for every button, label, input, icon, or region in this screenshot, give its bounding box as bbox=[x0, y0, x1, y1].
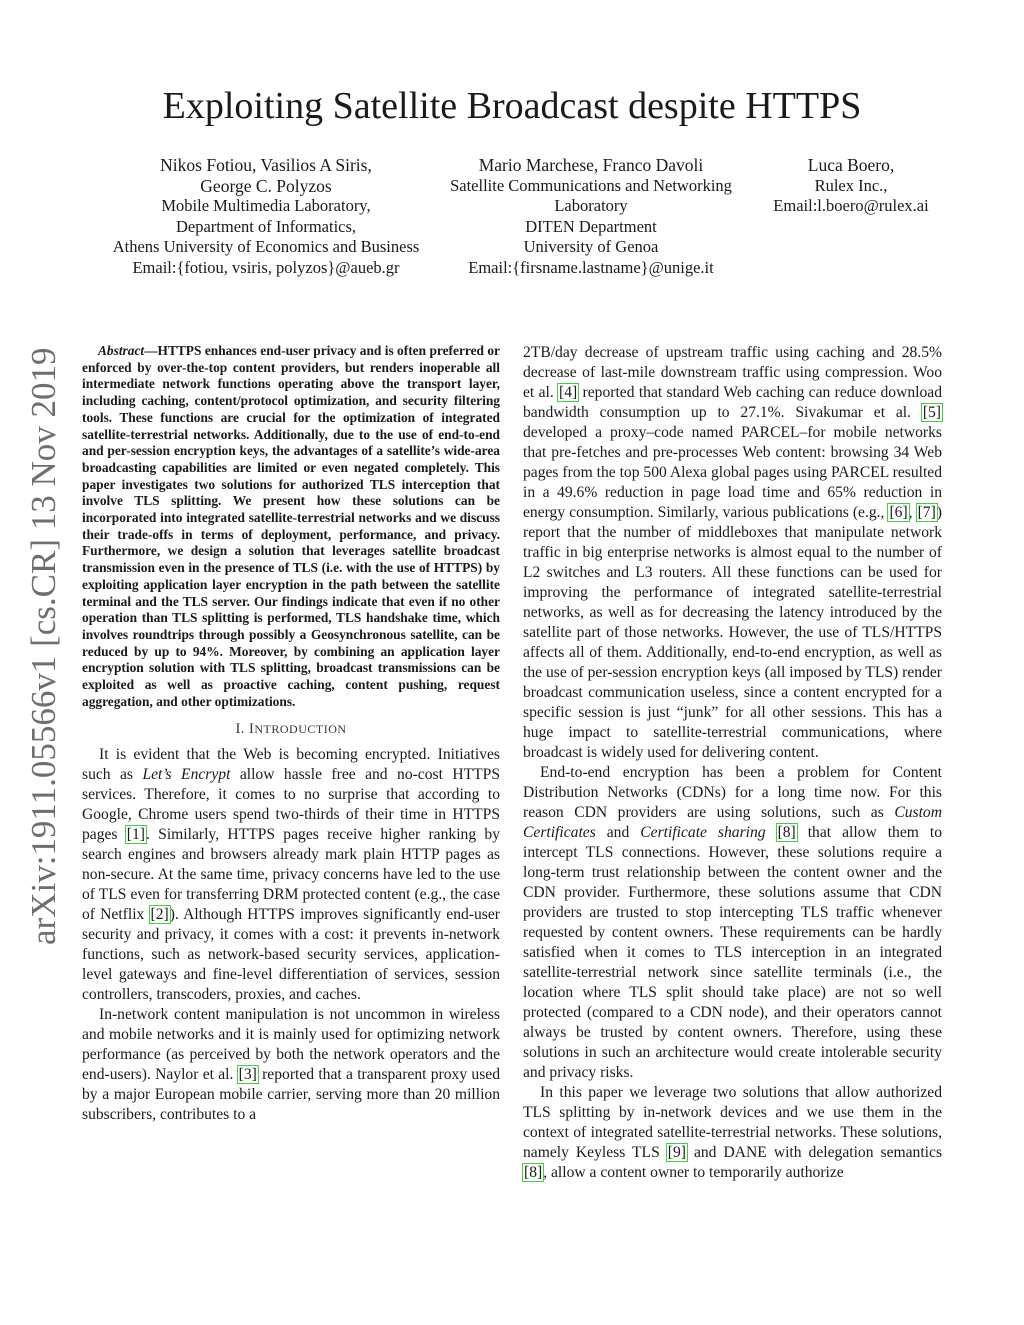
citation-link[interactable]: [8] bbox=[777, 824, 796, 841]
text-run: In-network content manipulation is not uncommon in wireless and mobile networks and it is mainly used for optimizing network performance (as perceived by both the network operators and the end-users). Naylor et al. bbox=[82, 1006, 500, 1084]
emphasis-text: Let’s Encrypt bbox=[142, 766, 231, 784]
author-email: Email:{firsname.lastname}@unige.it bbox=[468, 257, 714, 277]
text-run: , bbox=[908, 504, 917, 521]
author-affiliation: University of Genoa bbox=[523, 237, 659, 256]
body-paragraph-continued bbox=[523, 343, 942, 763]
author-affiliation: Satellite Communications and Networking bbox=[450, 175, 732, 195]
citation-link[interactable]: [3] bbox=[238, 1066, 257, 1084]
text-run: 2TB/day decrease of upstream traffic using caching and 28.5% decrease of last-mile downstream traffic using compression. Woo et al. bbox=[523, 344, 942, 401]
text-run: , allow a content owner to temporarily authorize bbox=[543, 1164, 844, 1181]
citation-link[interactable]: [1] bbox=[126, 826, 145, 844]
author-email: Email:{fotiou, vsiris, polyzos}@aueb.gr bbox=[132, 257, 400, 277]
author-affiliation: Laboratory bbox=[554, 196, 628, 215]
author-affiliation: DITEN Department bbox=[525, 216, 657, 236]
intro-paragraph-1 bbox=[82, 745, 500, 1005]
author-affiliation: Mobile Multimedia Laboratory, bbox=[161, 196, 371, 215]
arxiv-stamp: arXiv:1911.05566v1 [cs.CR] 13 Nov 2019 bbox=[24, 347, 63, 945]
author-email: Email:l.boero@rulex.ai bbox=[773, 196, 929, 215]
text-run: reported that standard Web caching can reduce download bandwidth consumption up to 27.1%. Sivakumar et al. bbox=[523, 384, 943, 421]
text-run bbox=[766, 824, 777, 841]
right-column bbox=[523, 343, 942, 1183]
citation-link[interactable]: [8] bbox=[524, 1164, 543, 1181]
text-run: reported that a transparent proxy used by a major European mobile carrier, serving more than 20 million subscribers, contributes to a bbox=[82, 1066, 500, 1124]
section-number: I. bbox=[235, 721, 245, 738]
text-run: End-to-end encryption has been a problem for Content Distribution Networks (CDNs) for a long time now. For this reason CDN providers are using solutions, such as bbox=[523, 764, 942, 821]
section-title-rest: NTRODUCTION bbox=[254, 722, 347, 737]
author-names: Mario Marchese, Franco Davoli bbox=[478, 155, 704, 175]
citation-link[interactable]: [7] bbox=[917, 504, 936, 521]
author-names: Luca Boero, bbox=[807, 155, 895, 175]
citation-link[interactable]: [5] bbox=[922, 404, 941, 421]
paper-title: Exploiting Satellite Broadcast despite HTTPS bbox=[162, 85, 862, 127]
author-affiliation: Rulex Inc., bbox=[814, 175, 888, 195]
citation-link[interactable]: [9] bbox=[667, 1144, 686, 1161]
citation-link[interactable]: [6] bbox=[889, 504, 908, 521]
abstract bbox=[82, 343, 500, 710]
abstract-label: Abstract bbox=[98, 343, 145, 358]
section-title-initial: I bbox=[249, 721, 255, 738]
emphasis-text: Custom Certificates bbox=[523, 804, 942, 841]
emphasis-text: Certificate sharing bbox=[640, 824, 766, 841]
text-run: ) report that the number of middleboxes that manipulate network traffic in big enterprise networks is almost equal to the number of L2 switches and L3 routers. All these functions can be used for improving the performance of integrated satellite-terrestrial networks, as well as for decreasing the latency introduced by the satellite part of those networks. However, the use of TLS/HTTPS affects all of them. Additionally, end-to-end encryption, as well as the use of per-session encryption keys (all imposed by TLS) render broadcast communication useless, since a content encrypted for a specific session is just “junk” for all other sessions. This has a huge impact to satellite-terrestrial communications, where broadcast is widely used for delivering content. bbox=[523, 504, 942, 761]
author-block-aueb bbox=[96, 155, 436, 278]
author-names: Nikos Fotiou, Vasilios A Siris, bbox=[160, 155, 372, 175]
body-paragraph-contribution bbox=[523, 1083, 942, 1183]
author-block-rulex bbox=[746, 155, 956, 217]
text-run: and DANE with delegation semantics bbox=[686, 1144, 943, 1161]
author-block-genoa bbox=[436, 155, 746, 278]
author-names: George C. Polyzos bbox=[200, 175, 332, 196]
author-affiliation: Athens University of Economics and Business bbox=[112, 237, 420, 256]
text-run: It is evident that the Web is becoming encrypted. Initiatives such as bbox=[82, 746, 500, 784]
text-run: . Similarly, HTTPS pages receive higher ranking by search engines and browsers already mark plain HTTP pages as non-secure. At the same time, privacy concerns have led to the use of TLS even for transferring DRM protected content (e.g., the case of Netflix bbox=[82, 826, 500, 924]
text-run: and bbox=[595, 824, 641, 841]
citation-link[interactable]: [2] bbox=[150, 906, 169, 924]
left-column bbox=[82, 343, 500, 1125]
text-run: that allow them to intercept TLS connections. However, these solutions require a long-term trust relationship between the content owner and the CDN provider. Furthermore, these solutions assume that CDN providers are trusted to stop intercepting TLS traffic whenever requested by content owners. These requirements can be hardly satisfied when it comes to TLS interception in an integrated satellite-terrestrial network since satellite terminals (i.e., the location where TLS split should take place) are not so well protected (compared to a CDN node), and their operators cannot always be trusted by content owners. Therefore, using these solutions in such an architecture would create intolerable security and privacy risks. bbox=[523, 824, 943, 1081]
text-run: developed a proxy–code named PARCEL–for mobile networks that pre-fetches and pre-processes Web content: browsing 34 Web pages from the top 500 Alexa global pages using PARCEL resulted in a 49.6% reduction in page load time and 65% reduction in energy consumption. Similarly, various publications (e.g., bbox=[523, 424, 942, 521]
text-run: allow hassle free and no-cost HTTPS services. Therefore, it comes to no surprise that according to Google, Chrome users spend two-thirds of their time in HTTPS pages bbox=[82, 766, 501, 844]
intro-paragraph-2 bbox=[82, 1005, 500, 1125]
text-run: ). Although HTTPS improves significantly end-user security and privacy, it comes with a cost: it prevents in-network functions, such as network-based security services, application-level gateways and fine-level differentiation of services, session controllers, transcoders, proxies, and caches. bbox=[82, 906, 500, 1004]
author-affiliation: Department of Informatics, bbox=[175, 216, 357, 236]
abstract-text: —HTTPS enhances end-user privacy and is often preferred or enforced by over-the-top content providers, but renders inoperable all intermediate network functions operating above the transport layer, including caching, content/protocol optimization, and security filtering tools. These functions are crucial for the optimization of integrated satellite-terrestrial networks. Additionally, due to the use of end-to-end and per-session encryption keys, the advantages of a satellite’s wide-area broadcasting capabilities are limited or even negated completely. This paper investigates two solutions for authorized TLS interception that involve TLS splitting. We present how these solutions can be incorporated into integrated satellite-terrestrial networks and we discuss their trade-offs in terms of deployment, performance, and privacy. Furthermore, we design a solution that leverages satellite broadcast transmission even in the presence of TLS (i.e. with the use of HTTPS) by exploiting application layer encryption in the path between the satellite terminal and the TLS server. Our findings indicate that even if no other operation than TLS splitting is performed, TLS handshake time, which involves roundtrips through possibly a Geosynchronous satellite, can be reduced by up to 94%. Moreover, by combining an application layer encryption solution with TLS splitting, broadcast transmissions can be exploited as well as proactive caching, content pushing, request aggregation, and other optimizations. bbox=[82, 343, 500, 709]
text-run: In this paper we leverage two solutions that allow authorized TLS splitting by in-network devices and we use them in the context of integrated satellite-terrestrial networks. These solutions, namely Keyless TLS bbox=[523, 1084, 942, 1161]
citation-link[interactable]: [4] bbox=[559, 384, 578, 401]
section-heading-introduction bbox=[82, 721, 500, 738]
body-paragraph-cdn bbox=[523, 763, 942, 1083]
